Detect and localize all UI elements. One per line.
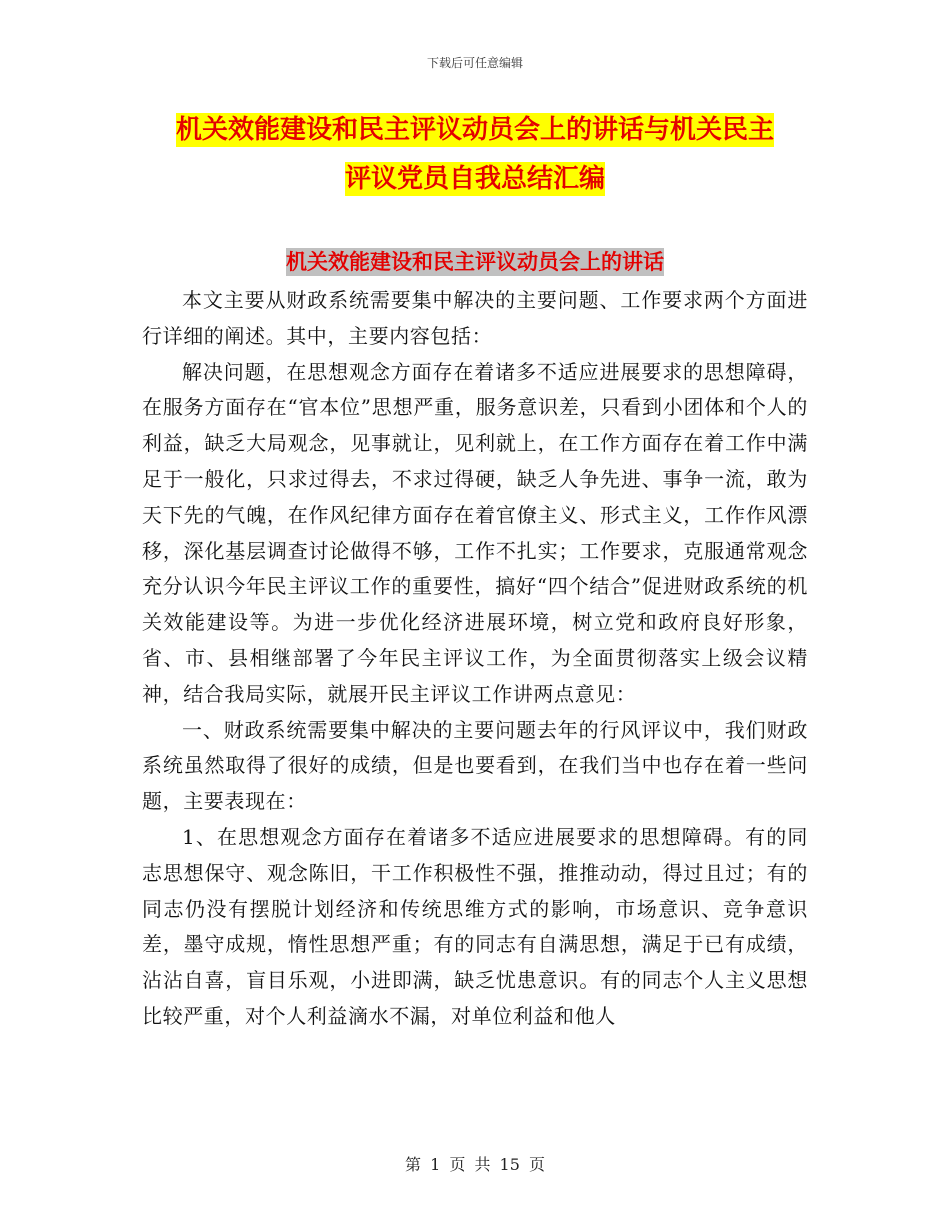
section-heading [0, 244, 950, 280]
page-number-footer: 第 1 页 共 15 页 [405, 1155, 545, 1174]
document-body [142, 283, 808, 1035]
body-paragraph-1: 本文主要从财政系统需要集中解决的主要问题、工作要求两个方面进行详细的阐述。其中，主要内容包括： [142, 288, 808, 348]
body-paragraph-2: 解决问题，在思想观念方面存在着诸多不适应进展要求的思想障碍，在服务方面存在“官本位”思想严重，服务意识差，只看到小团体和个人的利益，缺乏大局观念，见事就让，见利就上，在工作方面存在着工作中满足于一般化，只求过得去，不求过得硬，缺乏人争先进、事争一流，敢为天下先的气魄，在作风纪律方面存在着官僚主义、形式主义，工作作风漂移，深化基层调查讨论做得不够，工作不扎实；工作要求，克服通常观念充分认识今年民主评议工作的重要性，搞好“四个结合”促进财政系统的机关效能建设等。为进一步优化经济进展环境，树立党和政府良好形象，省、市、县相继部署了今年民主评议工作，为全面贯彻落实上级会议精神，结合我局实际，就展开民主评议工作讲两点意见： [142, 359, 808, 706]
document-title-line-1: 机关效能建设和民主评议动员会上的讲话与机关民主 [175, 115, 774, 145]
page-header-note: 下载后可任意编辑 [426, 56, 523, 70]
document-title [0, 106, 950, 204]
body-paragraph-3: 一、财政系统需要集中解决的主要问题去年的行风评议中，我们财政系统虽然取得了很好的成绩，但是也要看到，在我们当中也存在着一些问题，主要表现在： [142, 717, 808, 814]
body-paragraph-4: 1、在思想观念方面存在着诸多不适应进展要求的思想障碍。有的同志思想保守、观念陈旧，干工作积极性不强，推推动动，得过且过；有的同志仍没有摆脱计划经济和传统思维方式的影响，市场意识、竞争意识差，墨守成规，惰性思想严重；有的同志有自满思想，满足于已有成绩，沾沾自喜，盲目乐观，小进即满，缺乏忧患意识。有的同志个人主义思想比较严重，对个人利益滴水不漏，对单位利益和他人 [142, 824, 808, 1028]
document-title-line-2: 评议党员自我总结汇编 [344, 164, 605, 194]
section-heading-text: 机关效能建设和民主评议动员会上的讲话 [286, 250, 664, 274]
